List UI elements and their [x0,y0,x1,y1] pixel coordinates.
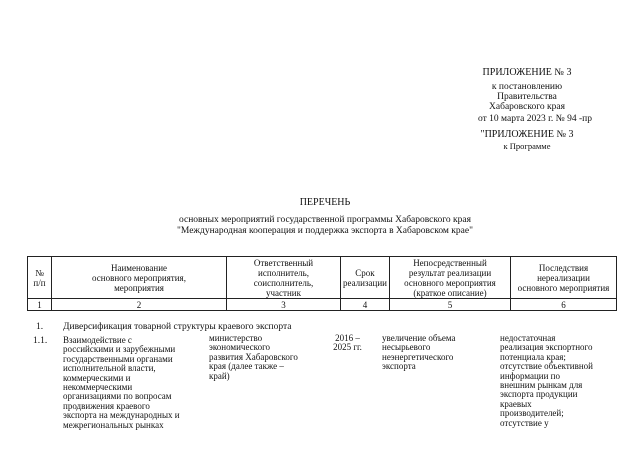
header-cell-number: № п/п [28,257,52,299]
column-number: 3 [227,299,341,311]
appendix-label: ПРИЛОЖЕНИЕ № 3 [482,67,572,78]
header-cell-term: Срок реализации [341,257,390,299]
column-number: 4 [341,299,390,311]
column-number: 5 [390,299,511,311]
column-number: 6 [511,299,617,311]
header-cell-name: Наименование основного мероприятия, мероприятия [52,257,227,299]
appendix-program-label: "ПРИЛОЖЕНИЕ № 3 [480,129,574,140]
title-line-2: "Международная кооперация и поддержка экспорта в Хабаровском крае" [177,226,473,236]
section-number: 1. [36,322,44,332]
table-header-row [28,257,617,299]
column-number: 1 [28,299,52,311]
appendix-government: Правительства [497,92,557,102]
row-executor: министерство экономического развития Хабаровского края (далее также – край) [209,333,298,381]
appendix-region: Хабаровского края [489,102,565,112]
table-number-row [28,299,617,311]
appendix-decree: к постановлению [491,82,563,92]
row-activity-name: Взаимодействие с российскими и зарубежными государственными органами исполнительной власти, коммерческими и некоммерческими организациями по вопросам продвижения краевого экспорта на международных и межрегиональных рынках [63,335,180,430]
appendix-program: к Программе [503,141,551,151]
row-term: 2016 – 2025 гг. [333,333,362,353]
title-heading: ПЕРЕЧЕНЬ [299,197,351,208]
header-cell-consequences: Последствия нереализации основного мероприятия [511,257,617,299]
column-number: 2 [52,299,227,311]
activities-table [27,256,617,311]
row-number: 1.1. [33,336,48,346]
title-line-1: основных мероприятий государственной программы Хабаровского края [178,215,472,225]
row-result: увеличение объема несырьевого неэнергетического экспорта [382,333,456,372]
header-cell-result: Непосредственный результат реализации основного мероприятия (краткое описание) [390,257,511,299]
appendix-date: от 10 марта 2023 г. № 94 -пр [478,114,592,124]
header-cell-executor: Ответственный исполнитель, соисполнитель, участник [227,257,341,299]
row-consequences: недостаточная реализация экспортного потенциала края; отсутствие объективной информации по внешним рынкам для экспорта продукции краевых производителей; отсутствие у [500,333,593,428]
document-title [140,197,510,237]
section-title: Диверсификация товарной структуры краевого экспорта [63,322,292,332]
